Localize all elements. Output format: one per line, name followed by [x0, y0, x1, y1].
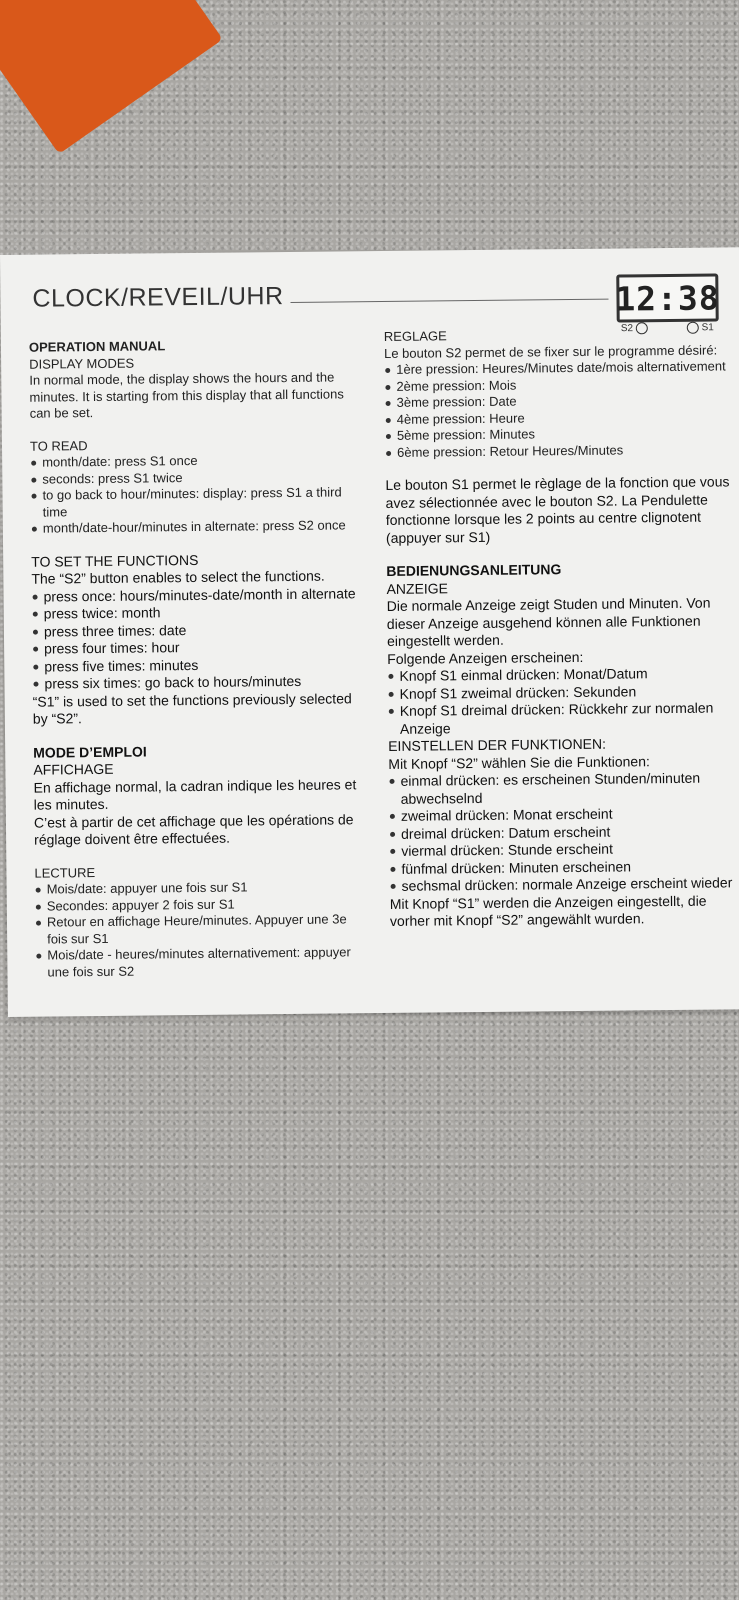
anzeige-text: Die normale Anzeige zeigt Studen und Minuten. Von dieser Anzeige ausgehend können alle Funktionen eingestellt werden. — [386, 594, 711, 649]
right-column — [384, 325, 739, 930]
list-item: einmal drücken: es erscheinen Stunden/minuten abwechselnd — [388, 769, 738, 808]
display-modes-text: In normal mode, the display shows the hours and the minutes. It is starting from this display that all functions can be set. — [29, 369, 344, 421]
to-read-list — [30, 451, 366, 537]
affichage-text-2: C’est à partir de cet affichage que les opérations de réglage doivent être effectuées. — [33, 810, 354, 848]
lecture-title: LECTURE — [34, 864, 96, 881]
einstellen-list — [388, 769, 739, 895]
list-item: Mois/date - heures/minutes alternativement: appuyer une fois sur S2 — [35, 944, 370, 981]
affichage-text-1: En affichage normal, la cadran indique les heures et les minutes. — [33, 775, 357, 813]
lecture-list — [35, 878, 371, 981]
instruction-sheet — [0, 247, 739, 1017]
list-item: Knopf S1 zweimal drücken: Sekunden — [388, 682, 738, 703]
list-item: press once: hours/minutes-date/month in alternate — [31, 585, 366, 606]
einstellen-intro: Mit Knopf “S2” wählen Sie die Funktionen: — [388, 752, 650, 772]
document-title: CLOCK/REVEIL/UHR — [32, 282, 284, 313]
to-set-title: TO SET THE FUNCTIONS — [31, 551, 199, 570]
list-item: 4ème pression: Heure — [385, 408, 735, 428]
to-read-title: TO READ — [29, 437, 88, 454]
title-underline — [291, 299, 609, 303]
list-item: 2ème pression: Mois — [384, 375, 734, 395]
list-item: press three times: date — [32, 620, 367, 641]
list-item: press five times: minutes — [32, 655, 367, 676]
reglage-list — [384, 358, 735, 461]
affichage-title: AFFICHAGE — [33, 760, 114, 778]
to-set-outro: “S1” is used to set the functions previously selected by “S2”. — [32, 689, 352, 727]
reglage-intro: Le bouton S2 permet de se fixer sur le programme désiré: — [383, 341, 718, 361]
english-heading: OPERATION MANUAL — [28, 338, 166, 355]
list-item: sechsmal drücken: normale Anzeige erscheint wieder — [390, 874, 739, 895]
einstellen-title: EINSTELLEN DER FUNKTIONEN: — [388, 735, 607, 754]
list-item: Retour en affichage Heure/minutes. Appuyer une 3e fois sur S1 — [35, 911, 370, 948]
list-item: Knopf S1 einmal drücken: Monat/Datum — [387, 664, 737, 685]
einstellen-outro: Mit Knopf “S1” werden die Anzeigen eingestellt, die vorher mit Knopf “S2” angewählt wurden. — [389, 892, 707, 929]
anzeige-intro: Folgende Anzeigen erscheinen: — [387, 648, 584, 667]
list-item: viermal drücken: Stunde erscheint — [389, 839, 739, 860]
french-heading: MODE D’EMPLOI — [33, 742, 147, 761]
list-item: Mois/date: appuyer une fois sur S1 — [35, 878, 370, 898]
to-set-intro: The “S2” button enables to select the functions. — [31, 567, 325, 587]
reglage-title: REGLAGE — [383, 328, 447, 344]
german-heading: BEDIENUNGSANLEITUNG — [386, 561, 562, 579]
countertop-surface — [0, 1010, 739, 1600]
list-item: fünfmal drücken: Minuten erscheinen — [389, 857, 739, 878]
left-column — [29, 336, 371, 980]
list-item: zweimal drücken: Monat erscheint — [389, 804, 739, 825]
orange-object — [0, 0, 223, 154]
anzeige-title: ANZEIGE — [386, 579, 449, 597]
list-item: press six times: go back to hours/minutes — [32, 672, 367, 693]
list-item: 5ème pression: Minutes — [385, 424, 735, 444]
list-item: dreimal drücken: Datum erscheint — [389, 822, 739, 843]
list-item: press four times: hour — [32, 637, 367, 658]
clock-display-icon: 12:38 — [616, 273, 718, 322]
list-item: Secondes: appuyer 2 fois sur S1 — [35, 895, 370, 915]
list-item: 1ère pression: Heures/Minutes date/mois alternativement — [384, 358, 734, 378]
list-item: Knopf S1 dreimal drücken: Rückkehr zur normalen Anzeige — [388, 699, 738, 738]
list-item: 6ème pression: Retour Heures/Minutes — [385, 441, 735, 461]
list-item: to go back to hour/minutes: display: press S1 a third time — [30, 484, 365, 521]
list-item: 3ème pression: Date — [384, 391, 734, 411]
display-modes-title: DISPLAY MODES — [29, 355, 135, 372]
list-item: seconds: press S1 twice — [30, 468, 365, 488]
anzeige-list — [387, 664, 738, 738]
list-item: press twice: month — [32, 602, 367, 623]
button-s2-text: S2 — [620, 323, 634, 335]
to-set-list — [31, 585, 367, 694]
reglage-outro: Le bouton S1 permet le règlage de la fonction que vous avez sélectionnée avec le bouton S2. La Pendulette fonctionne lorsque les 2 points au centre clignotent (appuyer sur S1) — [385, 473, 730, 546]
list-item: month/date-hour/minutes in alternate: press S2 once — [31, 517, 366, 537]
list-item: month/date: press S1 once — [30, 451, 365, 471]
button-s1-text: S1 — [701, 322, 714, 334]
